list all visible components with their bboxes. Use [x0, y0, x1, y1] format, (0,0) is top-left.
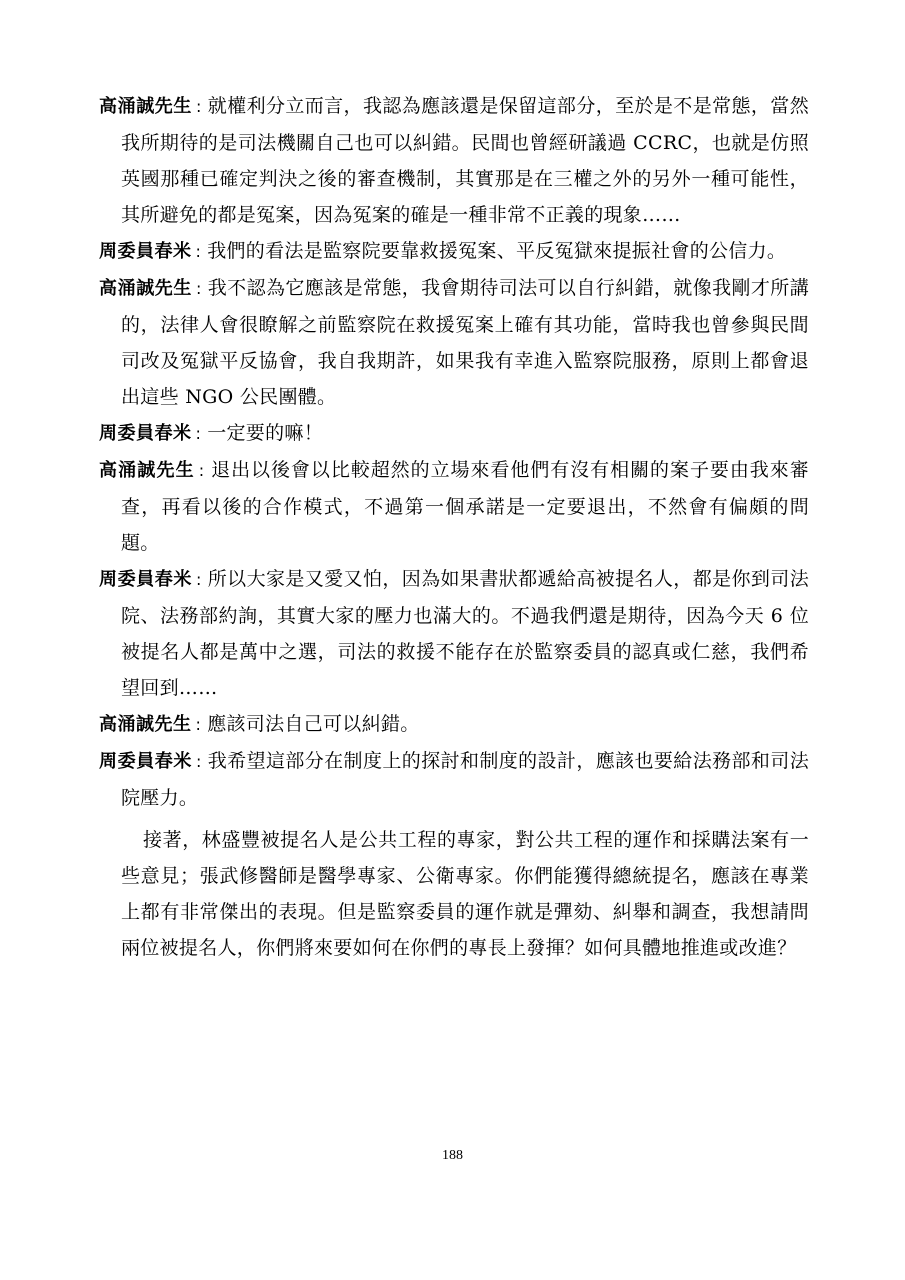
- speaker-colon: :: [195, 752, 202, 771]
- speech-text: 一定要的嘛！: [207, 422, 324, 444]
- speech-entry: [99, 743, 809, 816]
- speaker-colon: :: [198, 461, 205, 480]
- speech-entry: [99, 415, 809, 452]
- speech-text: 我們的看法是監察院要靠救援冤案、平反冤獄來提振社會的公信力。: [207, 240, 787, 262]
- continuation-paragraph: 接著，林盛豐被提名人是公共工程的專家，對公共工程的運作和採購法案有一些意見；張武修醫師是醫學專家、公衛專家。你們能獲得總統提名，應該在專業上都有非常傑出的表現。但是監察委員的運作就是彈劾、糾舉和調查，我想請問兩位被提名人，你們將來要如何在你們的專長上發揮？如何具體地推進或改進？: [121, 829, 809, 959]
- speech-text: 我不認為它應該是常態，我會期待司法可以自行糾錯，就像我剛才所講的，法律人會很瞭解之前監察院在救援冤案上確有其功能，當時我也曾參與民間司改及冤獄平反協會，我自我期許，如果我有幸進入監察院服務，原則上都會退出這些 NGO 公民團體。: [121, 277, 809, 408]
- speaker-name: 高涌誠先生: [99, 96, 192, 117]
- speaker-colon: :: [195, 424, 202, 443]
- speech-text: 應該司法自己可以糾錯。: [207, 713, 420, 735]
- speech-entry: [99, 561, 809, 706]
- speaker-colon: :: [195, 715, 202, 734]
- speech-text: 退出以後會以比較超然的立場來看他們有沒有相關的案子要由我來審查，再看以後的合作模式，不過第一個承諾是一定要退出，不然會有偏頗的問題。: [121, 459, 809, 554]
- speech-entry: [99, 233, 809, 270]
- speech-text: 我希望這部分在制度上的探討和制度的設計，應該也要給法務部和司法院壓力。: [121, 750, 809, 809]
- speaker-name: 周委員春米: [99, 569, 192, 590]
- speaker-colon: :: [195, 279, 202, 298]
- speaker-name: 高涌誠先生: [99, 278, 192, 299]
- transcript-body: [99, 88, 809, 966]
- speaker-name: 高涌誠先生: [99, 714, 192, 735]
- speech-entry: [99, 270, 809, 415]
- speaker-name: 周委員春米: [99, 241, 192, 262]
- speech-entry: [99, 706, 809, 743]
- speaker-colon: :: [195, 570, 202, 589]
- speech-text: 就權利分立而言，我認為應該還是保留這部分，至於是不是常態，當然我所期待的是司法機關自己也可以糾錯。民間也曾經研議過 CCRC，也就是仿照英國那種已確定判決之後的審查機制，其實那是在三權之外的另外一種可能性，其所避免的都是冤案，因為冤案的確是一種非常不正義的現象……: [121, 95, 809, 226]
- speaker-name: 周委員春米: [99, 751, 192, 772]
- speaker-colon: :: [195, 97, 202, 116]
- page-number: 188: [442, 1148, 463, 1163]
- speaker-colon: :: [195, 242, 202, 261]
- speech-entry: [99, 452, 809, 561]
- speaker-name: 周委員春米: [99, 423, 192, 444]
- speaker-name: 高涌誠先生: [99, 460, 195, 481]
- speech-text: 所以大家是又愛又怕，因為如果書狀都遞給高被提名人，都是你到司法院、法務部約詢，其實大家的壓力也滿大的。不過我們還是期待，因為今天 6 位被提名人都是萬中之選，司法的救援不能存在於監察委員的認真或仁慈，我們希望回到……: [121, 568, 809, 699]
- speech-entry: [99, 88, 809, 233]
